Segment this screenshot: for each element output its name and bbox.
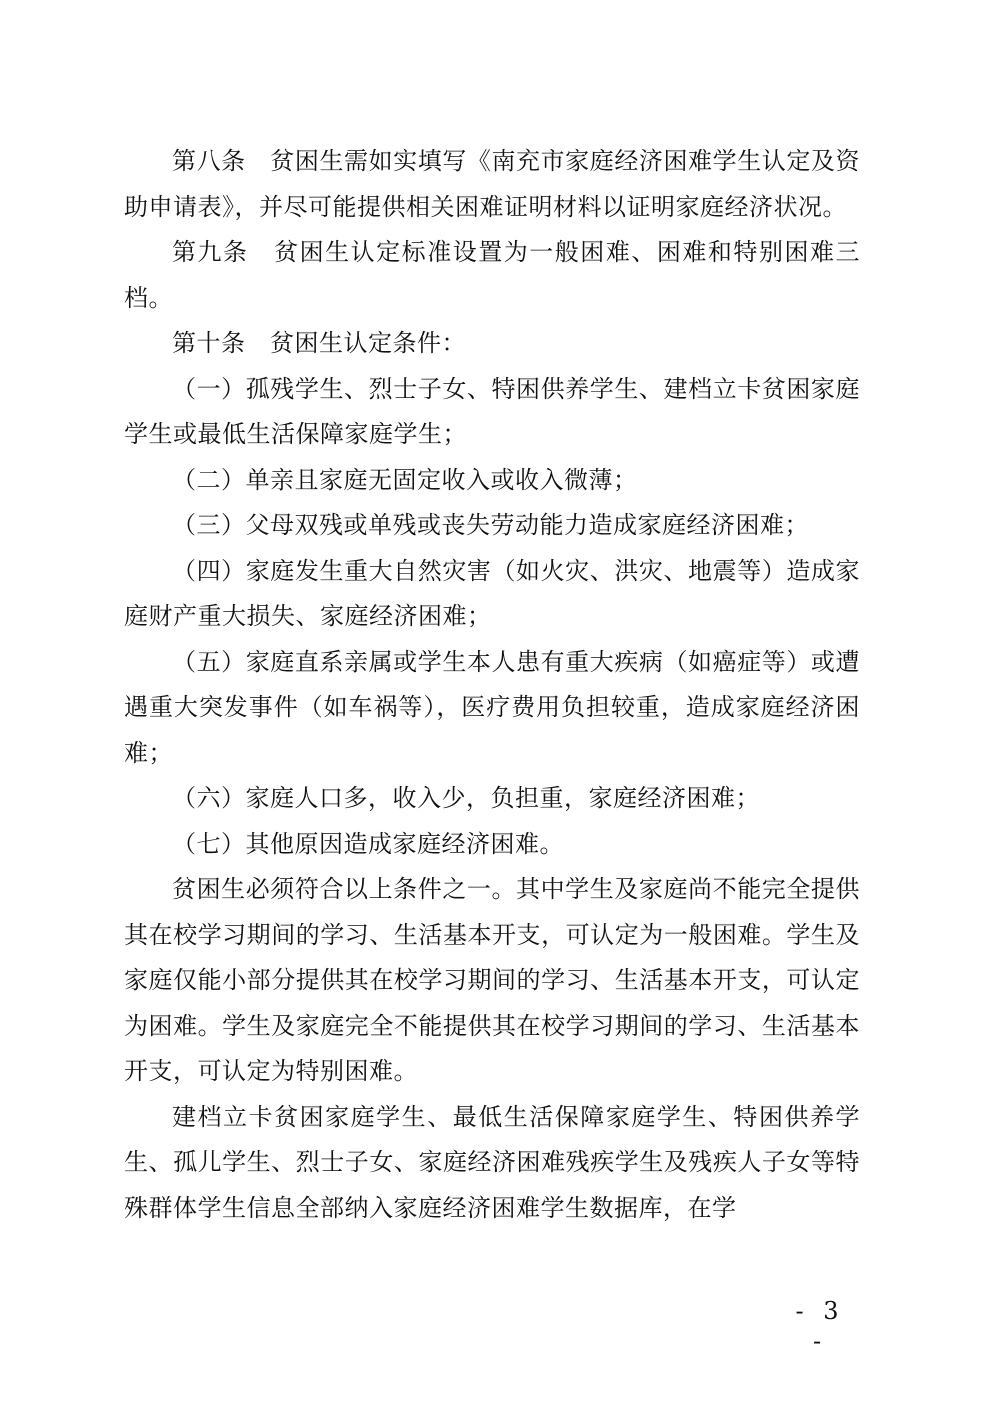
condition-item-7: （七）其他原因造成家庭经济困难。 [172, 829, 564, 858]
condition-item-4: （四）家庭发生重大自然灾害（如火灾、洪灾、地震等）造成家庭财产重大损失、家庭经济困难； [124, 556, 860, 630]
condition-item-1: （一）孤残学生、烈士子女、特困供养学生、建档立卡贫困家庭学生或最低生活保障家庭学生； [124, 374, 860, 448]
article-9-paragraph: 第九条 贫困生认定标准设置为一般困难、困难和特别困难三档。 [124, 238, 860, 312]
condition-item-3: （三）父母双残或单残或丧失劳动能力造成家庭经济困难； [172, 511, 809, 539]
article-8-paragraph: 第八条 贫困生需如实填写《南充市家庭经济困难学生认定及资助申请表》，并尽可能提供相关困难证明材料以证明家庭经济状况。 [124, 147, 860, 221]
document-body [124, 139, 860, 1231]
special-groups-paragraph: 建档立卡贫困家庭学生、最低生活保障家庭学生、特困供养学生、孤儿学生、烈士子女、家庭经济困难残疾学生及残疾人子女等特殊群体学生信息全部纳入家庭经济困难学生数据库，在学 [124, 1102, 860, 1222]
condition-item-2: （二）单亲且家庭无固定收入或收入微薄； [172, 465, 638, 494]
page-number: - 3 - [795, 1297, 845, 1355]
condition-item-5: （五）家庭直系亲属或学生本人患有重大疾病（如癌症等）或遭遇重大突发事件（如车祸等），医疗费用负担较重，造成家庭经济困难； [124, 647, 860, 767]
difficulty-level-paragraph: 贫困生必须符合以上条件之一。其中学生及家庭尚不能完全提供其在校学习期间的学习、生活基本开支，可认定为一般困难。学生及家庭仅能小部分提供其在校学习期间的学习、生活基本开支，可认定为困难。学生及家庭完全不能提供其在校学习期间的学习、生活基本开支，可认定为特别困难。 [124, 875, 860, 1085]
article-10-heading: 第十条 贫困生认定条件： [172, 329, 466, 357]
condition-item-6: （六）家庭人口多，收入少，负担重，家庭经济困难； [172, 784, 760, 812]
